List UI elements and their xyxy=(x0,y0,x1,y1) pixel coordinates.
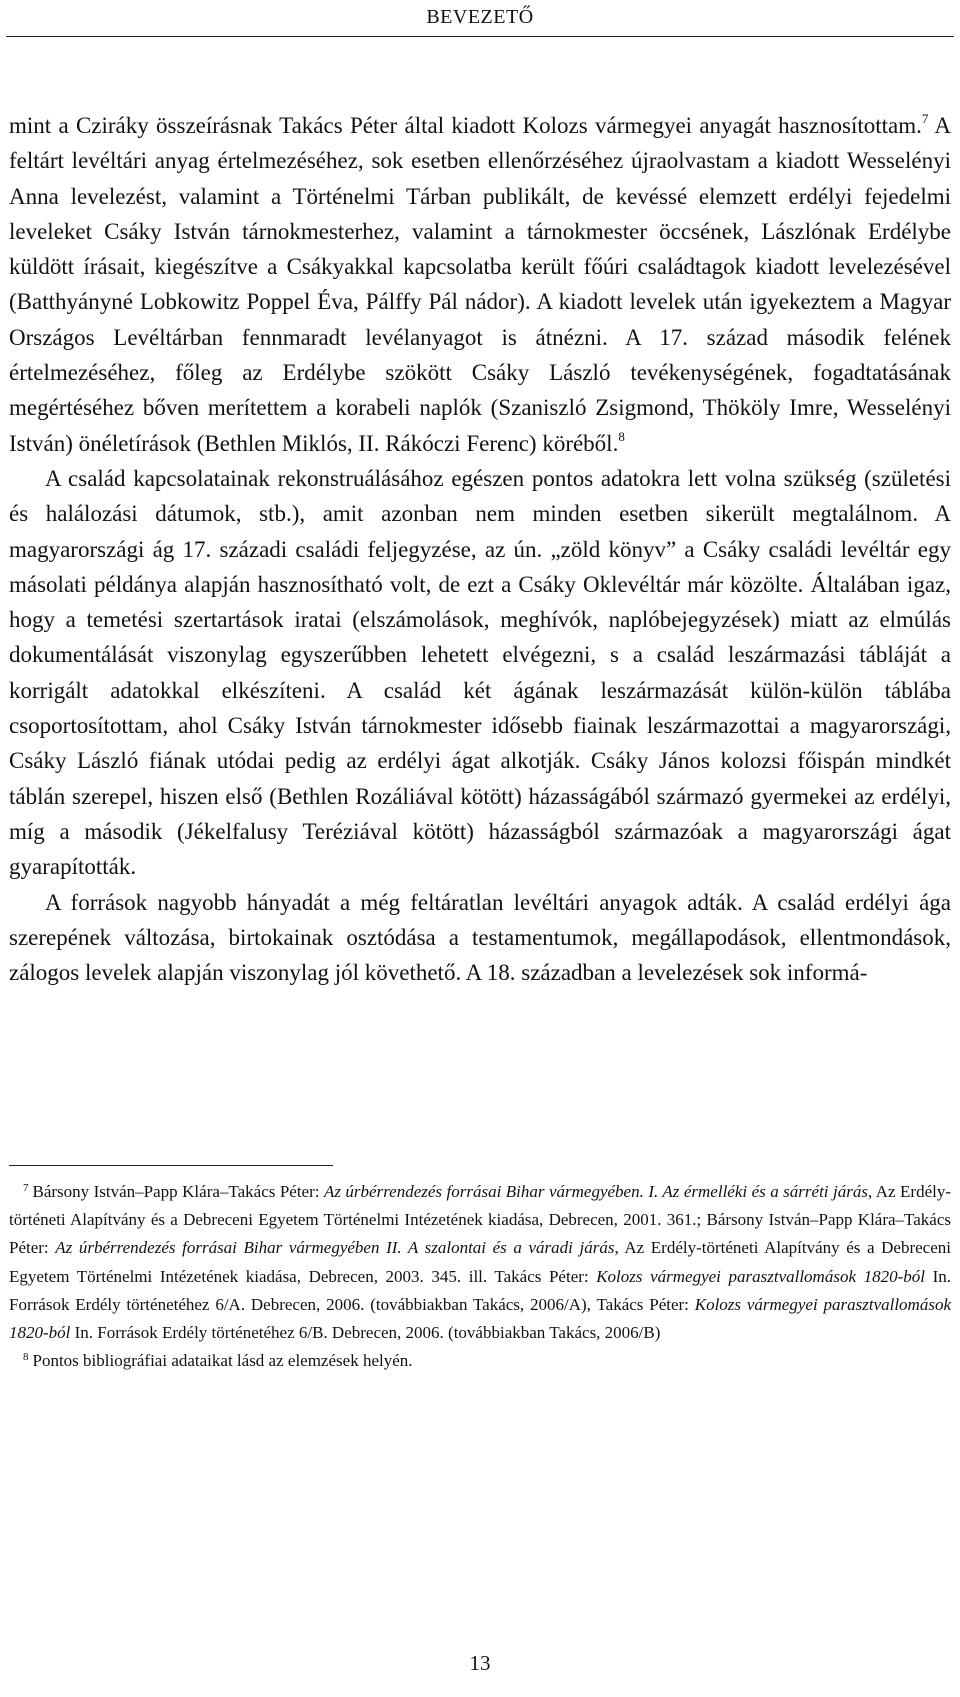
page-number: 13 xyxy=(469,1651,491,1675)
footnote-7-text-i: In. Források Erdély történetéhez 6/B. Debrecen, 2006. (továbbiakban Takács, 2006/B) xyxy=(70,1323,661,1343)
footnote-7-number: 7 xyxy=(23,1182,29,1194)
footnote-7-text-e: , Az Erdély-történeti Alapítvány és a Debreceni Egyetem Történelmi Intézetének kiadása, Debrecen, 2003. 345. ill. Takács Péter: xyxy=(9,1238,951,1286)
footnote-7-title-1: Az úrbérrendezés forrásai Bihar vármegyében. I. Az érmelléki és a sárréti járás xyxy=(323,1182,868,1201)
footnote-7-text-c: , Az Erdély-történeti Alapítvány és a Debreceni Egyetem Történelmi Intézetének kiadása, Debrecen, 2001. 361.; Bársony István–Papp Klára–Takács Péter: xyxy=(9,1182,952,1258)
footnote-8 xyxy=(9,1347,951,1375)
running-header xyxy=(0,0,960,40)
footnote-7-title-4: Kolozs vármegyei parasztvallomások 1820-ból xyxy=(9,1294,951,1343)
footnote-7-text-a: Bársony István–Papp Klára–Takács Péter: xyxy=(32,1182,324,1201)
paragraph-1 xyxy=(9,108,951,461)
footnotes xyxy=(9,1178,951,1375)
footnote-7-text-g: In. Források Erdély történetéhez 6/A. Debrecen, 2006. (továbbiakban Takács, 2006/A), Takács Péter: xyxy=(9,1266,951,1314)
footnote-separator xyxy=(9,1165,333,1166)
paragraph-3: A források nagyobb hányadát a még feltáratlan levéltári anyagok adták. A család erdélyi ága szerepének változása, birtokainak osztódása a testamentumok, megállapodások, ellentmondások, zálogos levelek alapján viszonylag jól követhető. A 18. században a levelezések sok informá- xyxy=(9,889,951,986)
footnote-8-text: Pontos bibliográfiai adataikat lásd az elemzések helyén. xyxy=(32,1351,413,1371)
paragraph-1-text-a: mint a Cziráky összeírásnak Takács Péter által kiadott Kolozs vármegyei anyagát hasznosítottam. xyxy=(9,113,922,138)
footnote-7 xyxy=(9,1178,951,1347)
footnote-ref-7[interactable]: 7 xyxy=(921,111,929,126)
footnote-8-number: 8 xyxy=(23,1351,29,1364)
footnote-7-title-2: Az úrbérrendezés forrásai Bihar vármegyében II. A szalontai és a váradi járás xyxy=(55,1238,615,1258)
footnote-7-title-3: Kolozs vármegyei parasztvallomások 1820-ból xyxy=(596,1266,925,1286)
paragraph-2: A család kapcsolatainak rekonstruálásához egészen pontos adatokra lett volna szükség (születési és halálozási dátumok, stb.), amit azonban nem minden esetben sikerült megtalálnom. A magyarországi ág 17. századi családi feljegyzése, az ún. „zöld könyv” a Csáky családi levéltár egy másolati példánya alapján hasznosítható volt, de ezt a Csáky Oklevéltár már közölte. Általában igaz, hogy a temetési szertartások iratai (elszámolások, meghívók, naplóbejegyzések) miatt az elmúlás dokumentálását viszonylag egyszerűbben lehetett elvégezni, s a család leszármazási tábláját a korrigált adatokkal elkészíteni. A család két ágának leszármazását külön-külön táblába csoportosítottam, ahol Csáky István tárnokmester idősebb fiainak leszármazottai a magyarországi, Csáky László fiának utódai pedig az erdélyi ágat alkotják. Csáky János kolozsi főispán mindkét táblán szerepel, hiszen első (Bethlen Rozáliával kötött) házasságából származó gyermekei az erdélyi, míg a második (Jékelfalusy Teréziával kötött) házasságból származóak a magyarországi ágat gyarapították. xyxy=(9,465,951,880)
main-text xyxy=(9,108,951,990)
header-rule xyxy=(6,36,954,37)
footnote-ref-8[interactable]: 8 xyxy=(618,428,625,444)
running-header-title: BEVEZETŐ xyxy=(426,6,534,28)
paragraph-1-text-b: A feltárt levéltári anyag értelmezéséhez, sok esetben ellenőrzéséhez újraolvastam a kiadott Wesselényi Anna levelezést, valamint a Történelmi Tárban publikált, de kevéssé elemzett erdélyi fejedelmi leveleket Csáky István tárnokmesterhez, valamint a tárnokmester öccsének, Lászlónak Erdélybe küldött írásait, kiegészítve a Csákyakkal kapcsolatba került főúri családtagok kiadott levelezésével (Batthyányné Lobkowitz Poppel Éva, Pálffy Pál nádor). A kiadott levelek után igyekeztem a Magyar Országos Levéltárban fennmaradt levélanyagot is átnézni. A 17. század második felének értelmezéséhez, főleg az Erdélybe szökött Csáky László tevékenységének, fogadtatásának megértéséhez bőven merítettem a korabeli naplók (Szaniszló Zsigmond, Thököly Imre, Wesselényi István) önéletírások (Bethlen Miklós, II. Rákóczi Ferenc) köréből. xyxy=(9,113,952,456)
